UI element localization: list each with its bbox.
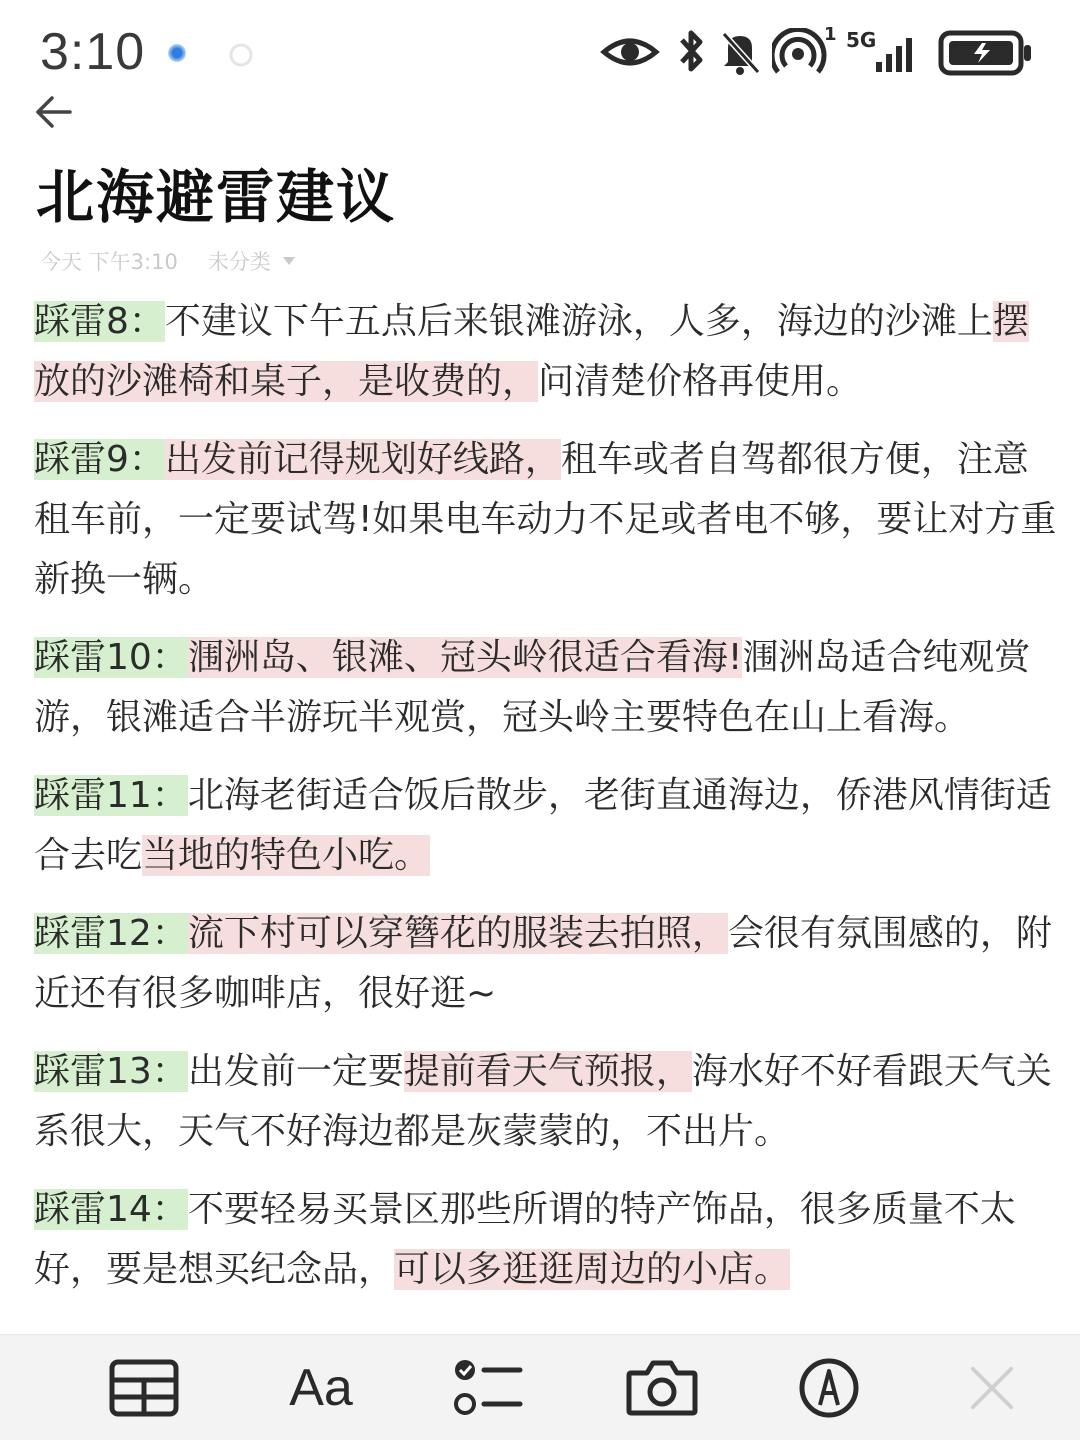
tip-paragraph [34,904,1064,1024]
bottom-toolbar [0,1334,1080,1440]
eye-comfort-icon [600,30,660,78]
tip-text: 不要轻易买景区那些所谓的特产饰品，很多质量不太好，要是想买纪念品， [34,1189,1016,1290]
tip-text: 北海老街适合饭后散步，老街直通海边，侨港风情街适合去吃 [34,775,1052,876]
network-type: 5G [846,28,877,52]
note-meta [40,246,295,276]
camera-icon [625,1357,699,1419]
notification-icon [226,40,256,70]
tip-text: 不建议下午五点后来银滩游泳，人多，海边的沙滩上 [164,301,993,342]
checklist-button[interactable] [450,1335,526,1440]
hotspot-count: 1 [824,24,837,45]
tip-label: 踩雷14： [34,1189,188,1230]
tip-label: 踩雷11： [34,775,188,816]
note-date: 今天 下午3:10 [40,250,178,274]
highlighted-text: 摆放的沙滩椅和桌子，是收费的， [34,301,1029,402]
tip-text: 涠洲岛适合纯观赏游，银滩适合半游玩半观赏，冠头岭主要特色在山上看海。 [34,637,1031,738]
table-icon [108,1358,180,1418]
category-label: 未分类 [207,250,271,274]
note-title[interactable]: 北海避雷建议 [36,163,397,231]
tip-text: 问清楚价格再使用。 [538,361,863,402]
tip-paragraph [34,1042,1064,1162]
battery-icon [938,30,1034,80]
tip-text: 出发前一定要 [187,1051,404,1092]
checklist-icon [452,1356,524,1420]
close-icon [967,1363,1017,1413]
status-time: 3:10 [40,23,146,81]
pen-button[interactable] [796,1335,862,1440]
tip-paragraph [34,628,1064,748]
tip-paragraph [34,430,1064,610]
tip-text: 会很有氛围感的，附近还有很多咖啡店，很好逛~ [34,913,1052,1014]
tip-label: 踩雷9： [34,439,165,480]
tip-label: 踩雷12： [34,913,188,954]
tip-label: 踩雷10： [34,637,188,678]
highlighted-text: 可以多逛逛周边的小店。 [394,1249,791,1290]
tip-text: 海水好不好看跟天气关系很大，天气不好海边都是灰蒙蒙的，不出片。 [34,1051,1052,1152]
bluetooth-icon [674,26,708,80]
tip-label: 踩雷13： [34,1051,188,1092]
tip-text: 租车或者自驾都很方便，注意租车前，一定要试驾!如果电车动力不足或者电不够，要让对方重新换一辆。 [34,439,1057,600]
highlighted-text: 流下村可以穿簪花的服装去拍照， [187,913,728,954]
highlighted-text: 出发前记得规划好线路， [164,439,561,480]
tip-paragraph [34,766,1064,886]
tip-label: 踩雷8： [34,301,165,342]
pen-icon [798,1357,860,1419]
highlighted-text: 当地的特色小吃。 [142,835,431,876]
mute-bell-icon [718,28,762,80]
hotspot-icon [772,28,828,80]
highlighted-text: 提前看天气预报， [403,1051,692,1092]
close-button[interactable] [964,1335,1020,1440]
font-button[interactable] [276,1335,366,1440]
chevron-down-icon [283,257,295,265]
signal-icon [846,30,922,80]
note-body[interactable] [34,292,1064,1318]
status-bar [0,0,1080,100]
highlighted-text: 涠洲岛、银滩、冠头岭很适合看海! [187,637,743,678]
category-selector[interactable] [208,246,295,276]
back-arrow-icon[interactable] [34,92,74,132]
font-icon: Aa [289,1359,353,1417]
tip-paragraph [34,1180,1064,1300]
notification-dot-icon [168,44,186,62]
camera-button[interactable] [622,1335,702,1440]
table-button[interactable] [104,1335,184,1440]
tip-paragraph [34,292,1064,412]
